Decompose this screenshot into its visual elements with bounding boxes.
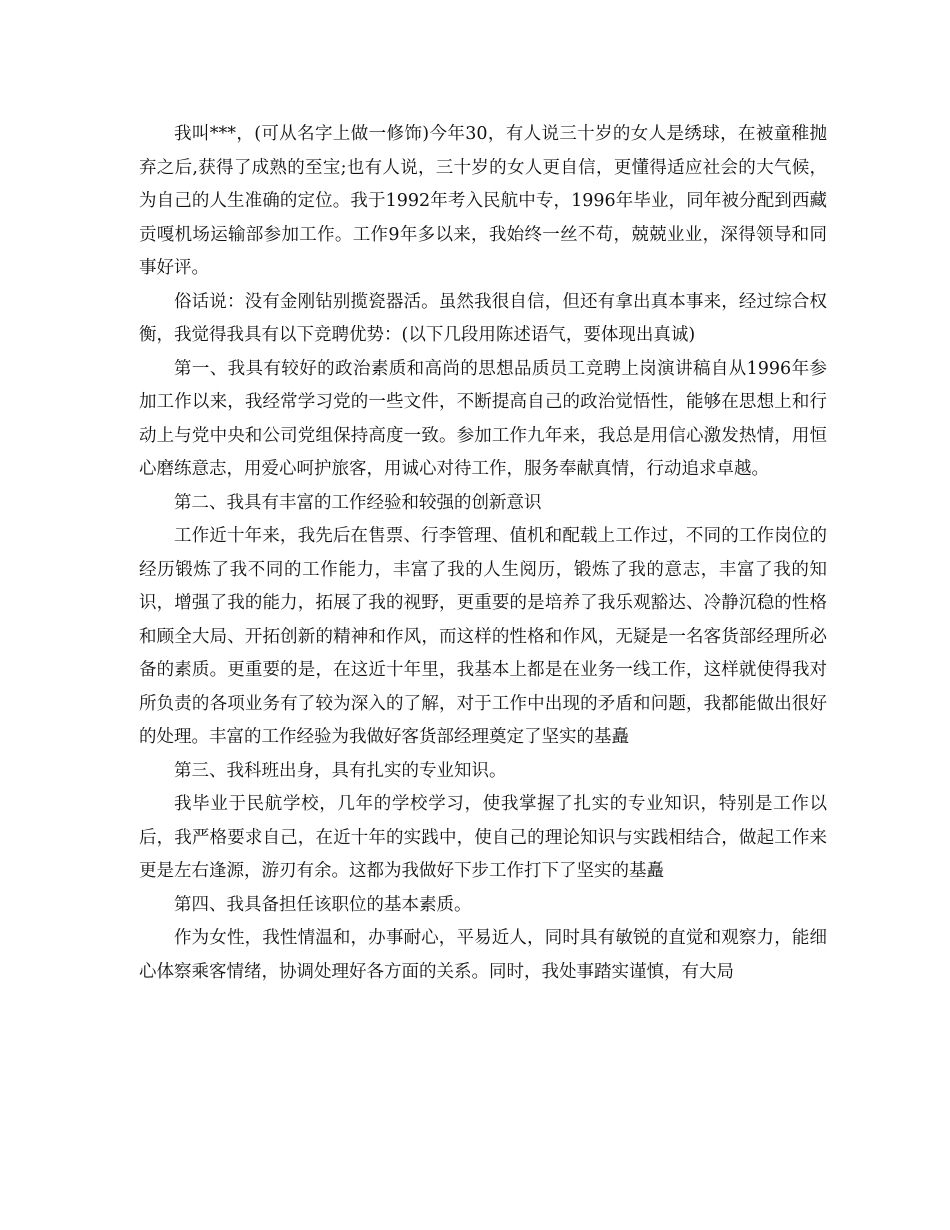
paragraph-advantages-intro: 俗话说：没有金刚钻别揽瓷器活。虽然我很自信，但还有拿出真本事来，经过综合权衡，我觉得我具有以下竞聘优势：(以下几段用陈述语气，要体现出真诚): [139, 291, 827, 345]
paragraph-intro: 我叫***，(可从名字上做一修饰)今年30，有人说三十岁的女人是绣球，在被童稚抛弃之后,获得了成熟的至宝;也有人说，三十岁的女人更自信，更懂得适应社会的大气候，为自己的人生准确的定位。我于1992年考入民航中专，1996年毕业，同年被分配到西藏贡嘎机场运输部参加工作。工作9年多以来，我始终一丝不苟，兢兢业业，深得领导和同事好评。: [139, 124, 827, 278]
paragraph-second-heading: 第二、我具有丰富的工作经验和较强的创新意识: [174, 492, 542, 513]
paragraph-third-heading: 第三、我科班出身，具有扎实的专业知识。: [174, 760, 507, 781]
paragraph-first-point: 第一、我具有较好的政治素质和高尚的思想品质员工竞聘上岗演讲稿自从1996年参加工作以来，我经常学习党的一些文件，不断提高自己的政治觉悟性，能够在思想上和行动上与党中央和公司党组保持高度一致。参加工作九年来，我总是用信心激发热情，用恒心磨练意志，用爱心呵护旅客，用诚心对待工作，服务奉献真情，行动追求卓越。: [139, 358, 827, 479]
paragraph-fourth-body: 作为女性，我性情温和，办事耐心，平易近人，同时具有敏锐的直觉和观察力，能细心体察乘客情绪，协调处理好各方面的关系。同时，我处事踏实谨慎，有大局: [139, 928, 827, 982]
paragraph-second-body: 工作近十年来，我先后在售票、行李管理、值机和配载上工作过，不同的工作岗位的经历锻炼了我不同的工作能力，丰富了我的人生阅历，锻炼了我的意志，丰富了我的知识，增强了我的能力，拓展了我的视野，更重要的是培养了我乐观豁达、冷静沉稳的性格和顾全大局、开拓创新的精神和作风，而这样的性格和作风，无疑是一名客货部经理所必备的素质。更重要的是，在这近十年里，我基本上都是在业务一线工作，这样就使得我对所负责的各项业务有了较为深入的了解，对于工作中出现的矛盾和问题，我都能做出很好的处理。丰富的工作经验为我做好客货部经理奠定了坚实的基矗: [139, 526, 827, 747]
paragraph-third-body: 我毕业于民航学校，几年的学校学习，使我掌握了扎实的专业知识，特别是工作以后，我严格要求自己，在近十年的实践中，使自己的理论知识与实践相结合，做起工作来更是左右逢源，游刃有余。这都为我做好下步工作打下了坚实的基矗: [139, 794, 827, 881]
document-body: [139, 118, 827, 989]
paragraph-fourth-heading: 第四、我具备担任该职位的基本素质。: [174, 894, 472, 915]
